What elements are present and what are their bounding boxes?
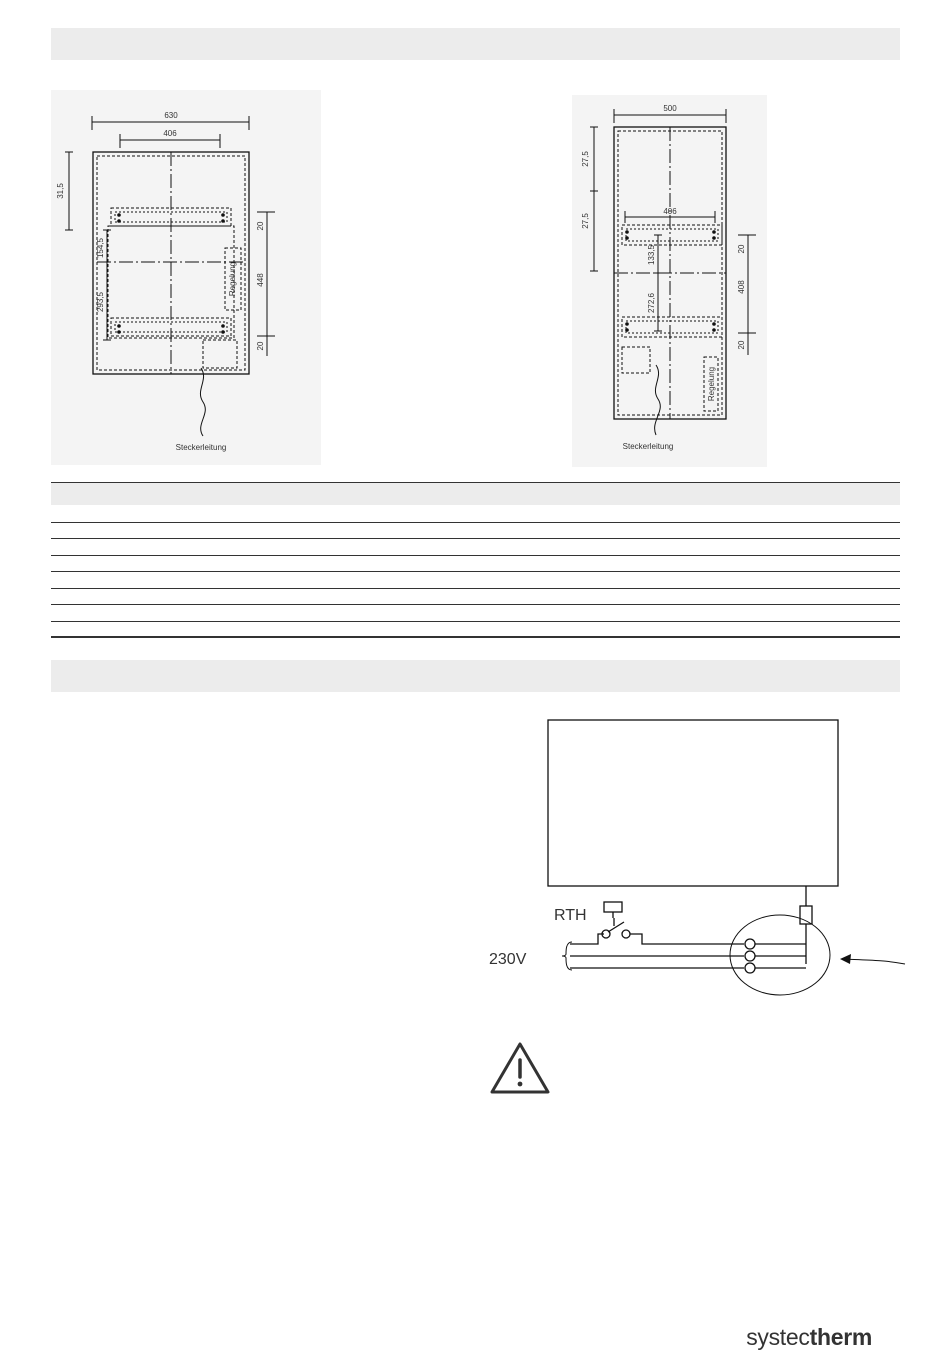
thermostat-label: RTH xyxy=(554,907,587,924)
table-row-rule xyxy=(51,555,900,556)
brand-prefix: systec xyxy=(746,1324,810,1350)
cable-label: Steckerleitung xyxy=(622,442,674,451)
dim-gap-bottom-label: 20 xyxy=(256,341,265,351)
dim-height-label: 448 xyxy=(256,273,265,287)
dim-mount-label: 406 xyxy=(163,129,177,138)
dim-height-label: 408 xyxy=(737,280,746,294)
dim-top2-label: 27,5 xyxy=(581,213,590,229)
dim-width-label: 630 xyxy=(164,111,178,120)
warning-icon xyxy=(488,1040,552,1096)
wiring-diagram xyxy=(480,712,910,1012)
table-row-rule xyxy=(51,588,900,589)
table-bottom-rule xyxy=(51,636,900,638)
dimension-drawing-right xyxy=(572,95,767,467)
dim-gap-top-label: 20 xyxy=(737,244,746,254)
dim-gap-bottom-label: 20 xyxy=(737,340,746,350)
table-row-rule xyxy=(51,538,900,539)
control-label: Regelung xyxy=(707,366,716,402)
dim-upper-label: 154,5 xyxy=(96,237,105,259)
table-row-rule xyxy=(51,522,900,523)
table-row-rule xyxy=(51,621,900,622)
dim-width-label: 500 xyxy=(663,104,677,113)
dim-lower-label: 293,5 xyxy=(96,291,105,313)
control-label: Regelung xyxy=(228,261,237,297)
table-row-rule xyxy=(51,604,900,605)
section-header-band-top xyxy=(51,28,900,60)
dim-gap-top-label: 20 xyxy=(256,221,265,231)
dim-upper-label: 133,5 xyxy=(647,244,656,266)
brand-logo xyxy=(746,1324,872,1351)
section-header-band-wiring xyxy=(51,660,900,692)
dim-top-label: 31,5 xyxy=(56,183,65,199)
table-row-rule xyxy=(51,571,900,572)
dimension-drawing-left xyxy=(51,90,321,465)
dim-top1-label: 27,5 xyxy=(581,151,590,167)
brand-suffix: therm xyxy=(809,1324,872,1350)
voltage-label: 230V xyxy=(489,951,527,968)
dim-lower-label: 272,6 xyxy=(647,292,656,314)
dim-mount-label: 406 xyxy=(663,207,677,216)
cable-label: Steckerleitung xyxy=(175,443,227,452)
table-header-band xyxy=(51,483,900,505)
